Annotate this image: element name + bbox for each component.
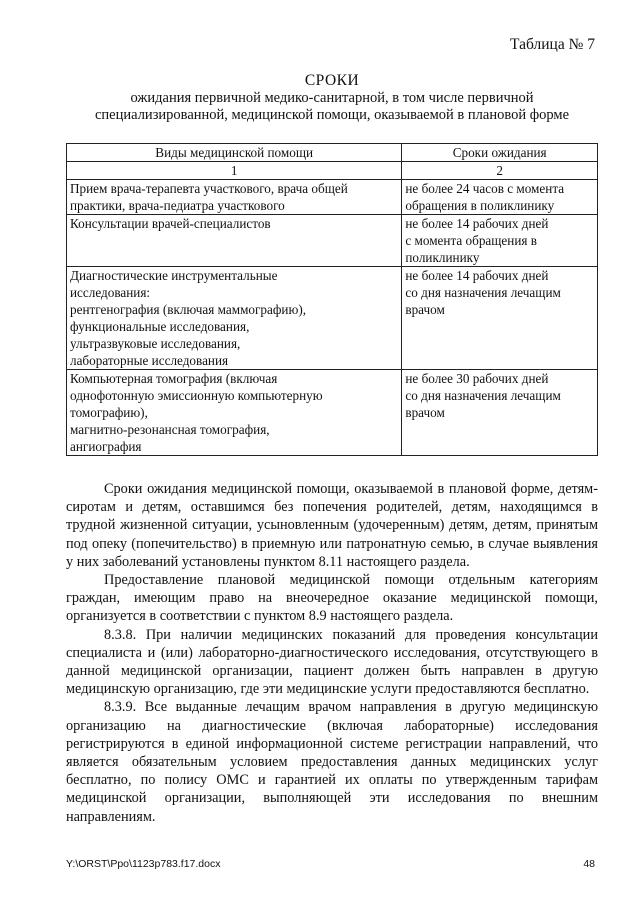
table-row [67, 180, 598, 215]
cell-line: Диагностические инструментальные [70, 268, 278, 283]
cell-line: поликлинику [405, 250, 480, 265]
column-number: 2 [402, 162, 598, 180]
cell-line: магнитно-резонансная томография, [70, 422, 270, 437]
cell-line: не более 14 рабочих дней [405, 216, 549, 231]
paragraph: Сроки ожидания медицинской помощи, оказываемой в плановой форме, детям-сиротам и детям, оставшимся без попечения родителей, детям, находящимся в трудной жизненной ситуации, усыновленным (удочеренным) детям, детям, принятым под опеку (попечительство) в приемную или патронатную семью, в случае выявления у них заболеваний установлены пунктом 8.11 настоящего раздела. [66, 481, 598, 570]
table-header-row [67, 144, 598, 162]
cell-line: со дня назначения лечащим [405, 388, 561, 403]
wait-time-cell [402, 180, 598, 215]
table-title [66, 72, 598, 124]
table-number: Таблица № 7 [510, 36, 595, 53]
care-type-cell [67, 267, 402, 370]
wait-time-cell [402, 267, 598, 370]
cell-line: функциональные исследования, [70, 319, 250, 334]
column-number: 1 [67, 162, 402, 180]
title-line-2: специализированной, медицинской помощи, оказываемой в плановой форме [94, 107, 570, 123]
care-type-cell [67, 215, 402, 267]
cell-line: не более 30 рабочих дней [405, 371, 549, 386]
cell-line: ультразвуковые исследования, [70, 336, 241, 351]
cell-line: Консультации врачей-специалистов [70, 216, 271, 231]
table-row [67, 267, 598, 370]
cell-line: с момента обращения в [405, 233, 537, 248]
footer-file-path: Y:\ORST\Ppo\1123p783.f17.docx [66, 858, 221, 870]
table-row [67, 215, 598, 267]
cell-line: исследования: [70, 285, 151, 300]
waiting-times-table [66, 143, 598, 456]
cell-line: лабораторные исследования [70, 353, 229, 368]
care-type-cell [67, 370, 402, 456]
wait-time-cell [402, 215, 598, 267]
care-type-cell [67, 180, 402, 215]
cell-line: однофотонную эмиссионную компьютерную [70, 388, 323, 403]
cell-line: Прием врача-терапевта участкового, врача общей [70, 181, 348, 196]
paragraph: 8.3.9. Все выданные лечащим врачом направления в другую медицинскую организацию на диагностические (включая лабораторные) исследования регистрируются в единой информационной системе регистрации направлений, что является обязательным условием предоставления данных медицинских услуг бесплатно, по полису ОМС и гарантией их оплаты по утвержденным тарифам медицинской организации, выполняющей эти исследования по внешним направлениям. [66, 699, 598, 825]
footer-page-number: 48 [583, 858, 595, 870]
cell-line: Компьютерная томография (включая [70, 371, 278, 386]
cell-line: ангиография [70, 439, 142, 454]
title-line-1: ожидания первичной медико-санитарной, в том числе первичной [130, 90, 534, 106]
header-wait-time: Сроки ожидания [402, 144, 598, 162]
table-row [67, 370, 598, 456]
header-care-type: Виды медицинской помощи [67, 144, 402, 162]
column-number-row [67, 162, 598, 180]
cell-line: со дня назначения лечащим [405, 285, 561, 300]
cell-line: обращения в поликлинику [405, 198, 555, 213]
body-text [66, 480, 598, 826]
cell-line: врачом [405, 302, 445, 317]
cell-line: не более 14 рабочих дней [405, 268, 549, 283]
cell-line: врачом [405, 405, 445, 420]
cell-line: рентгенография (включая маммографию), [70, 302, 307, 317]
paragraph: 8.3.8. При наличии медицинских показаний для проведения консультации специалиста и (или) лабораторно-диагностического исследования, отсутствующего в данной медицинской организации, пациент должен быть направлен в другую медицинскую организацию, где эти медицинские услуги предоставляются бесплатно. [66, 626, 598, 698]
wait-time-cell [402, 370, 598, 456]
cell-line: не более 24 часов с момента [405, 181, 565, 196]
paragraph: Предоставление плановой медицинской помощи отдельным категориям граждан, имеющим право на внеочередное оказание медицинской помощи, организуется в соответствии с пунктом 8.9 настоящего раздела. [66, 572, 598, 625]
title-main: СРОКИ [304, 72, 360, 89]
cell-line: томографию), [70, 405, 148, 420]
cell-line: практики, врача-педиатра участкового [70, 198, 285, 213]
